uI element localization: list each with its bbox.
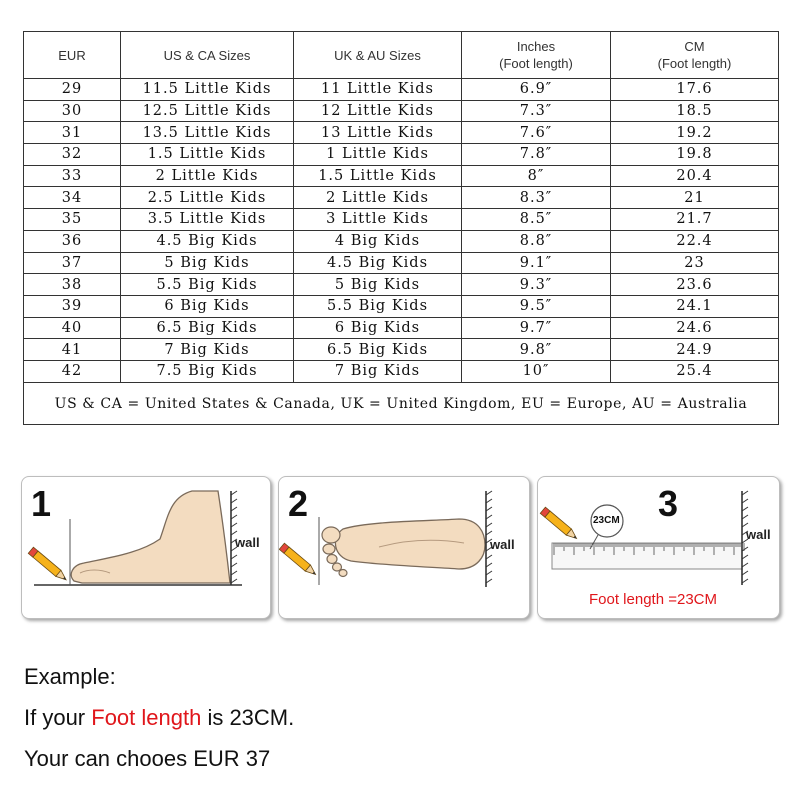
example-line-1-prefix: If your [24, 705, 92, 730]
cell-inches: 7.6″ [462, 122, 611, 143]
cell-inches: 8″ [462, 166, 611, 187]
cell-uk-au: 5.5 Big Kids [294, 296, 462, 317]
measure-step-2-panel [278, 476, 530, 619]
step-2-number: 2 [288, 483, 309, 524]
header-uk-au-label: UK & AU Sizes [334, 47, 421, 63]
table-row [24, 122, 778, 144]
cell-inches: 9.7″ [462, 318, 611, 339]
cell-uk-au: 6.5 Big Kids [294, 339, 462, 360]
cell-inches: 9.5″ [462, 296, 611, 317]
cell-us-ca: 6 Big Kids [121, 296, 294, 317]
cell-inches: 7.8″ [462, 144, 611, 165]
step-1-number: 1 [31, 483, 52, 524]
cell-cm: 19.2 [676, 124, 713, 141]
cell-us-ca: 2.5 Little Kids [121, 187, 294, 208]
cell-eur: 29 [24, 79, 121, 100]
example-line-1 [24, 705, 294, 731]
cell-inches: 9.3″ [462, 274, 611, 295]
table-row [24, 79, 778, 101]
cell-cm: 19.8 [676, 146, 713, 163]
table-row [24, 361, 778, 383]
foot-length-label: Foot length =23CM [589, 591, 717, 608]
cell-inches: 9.8″ [462, 339, 611, 360]
table-row [24, 253, 778, 275]
table-row [24, 296, 778, 318]
cell-eur: 35 [24, 209, 121, 230]
table-row [24, 231, 778, 253]
cell-inches: 7.3″ [462, 101, 611, 122]
cell-inches: 9.1″ [462, 253, 611, 274]
cell-inches: 8.8″ [462, 231, 611, 252]
table-body [24, 79, 778, 383]
cell-inches: 8.5″ [462, 209, 611, 230]
wall-label-1: wall [235, 535, 260, 550]
cell-uk-au: 4 Big Kids [294, 231, 462, 252]
cell-uk-au: 1.5 Little Kids [294, 166, 462, 187]
example-line-1-suffix: is 23CM. [201, 705, 295, 730]
cell-uk-au: 2 Little Kids [294, 187, 462, 208]
cell-uk-au: 13 Little Kids [294, 122, 462, 143]
cell-uk-au: 7 Big Kids [294, 361, 462, 382]
table-row [24, 209, 778, 231]
cell-us-ca: 3.5 Little Kids [121, 209, 294, 230]
cell-uk-au: 1 Little Kids [294, 144, 462, 165]
cell-cm: 22.4 [676, 233, 713, 250]
cell-eur: 31 [24, 122, 121, 143]
cell-cm: 24.9 [676, 341, 713, 358]
cell-eur: 39 [24, 296, 121, 317]
header-eur-label: EUR [58, 47, 86, 63]
cell-us-ca: 1.5 Little Kids [121, 144, 294, 165]
example-line-2: Your can chooes EUR 37 [24, 746, 271, 771]
example-line-1-highlight: Foot length [91, 705, 202, 730]
measure-step-3-panel [537, 476, 780, 619]
cell-us-ca: 4.5 Big Kids [121, 231, 294, 252]
header-us-ca-label: US & CA Sizes [163, 47, 251, 63]
measure-step-1-panel [21, 476, 271, 619]
cell-us-ca: 11.5 Little Kids [121, 79, 294, 100]
table-header-row [24, 32, 778, 79]
cell-us-ca: 5.5 Big Kids [121, 274, 294, 295]
cell-eur: 41 [24, 339, 121, 360]
table-row [24, 187, 778, 209]
cell-us-ca: 2 Little Kids [121, 166, 294, 187]
cell-cm: 21.7 [676, 211, 713, 228]
cell-cm: 24.1 [676, 298, 713, 315]
cell-uk-au: 4.5 Big Kids [294, 253, 462, 274]
cell-us-ca: 7.5 Big Kids [121, 361, 294, 382]
header-inches [462, 32, 611, 78]
cell-inches: 8.3″ [462, 187, 611, 208]
cell-cm: 23 [684, 254, 705, 271]
table-footnote [24, 383, 778, 425]
step-3-number: 3 [658, 483, 679, 524]
footnote-text: US & CA = United States & Canada, UK = United Kingdom, EU = Europe, AU = Australia [54, 395, 748, 412]
cell-us-ca: 7 Big Kids [121, 339, 294, 360]
size-chart-table [23, 31, 779, 425]
table-row [24, 166, 778, 188]
cell-inches: 6.9″ [462, 79, 611, 100]
cell-eur: 38 [24, 274, 121, 295]
cell-cm: 18.5 [676, 103, 713, 120]
cell-cm: 24.6 [676, 319, 713, 336]
cell-eur: 34 [24, 187, 121, 208]
table-row [24, 274, 778, 296]
cell-eur: 30 [24, 101, 121, 122]
cell-eur: 42 [24, 361, 121, 382]
cell-uk-au: 3 Little Kids [294, 209, 462, 230]
table-row [24, 144, 778, 166]
cell-eur: 32 [24, 144, 121, 165]
cell-eur: 33 [24, 166, 121, 187]
cell-eur: 37 [24, 253, 121, 274]
cell-uk-au: 6 Big Kids [294, 318, 462, 339]
cell-us-ca: 6.5 Big Kids [121, 318, 294, 339]
wall-label-2: wall [490, 537, 515, 552]
header-us-ca [121, 32, 294, 78]
cell-uk-au: 5 Big Kids [294, 274, 462, 295]
cell-us-ca: 13.5 Little Kids [121, 122, 294, 143]
header-inches-label: Inches (Foot length) [499, 39, 573, 71]
cell-uk-au: 12 Little Kids [294, 101, 462, 122]
cell-eur: 40 [24, 318, 121, 339]
table-row [24, 339, 778, 361]
example-heading: Example: [24, 664, 116, 689]
table-row [24, 101, 778, 123]
cell-cm: 23.6 [676, 276, 713, 293]
cell-cm: 20.4 [676, 168, 713, 185]
cell-inches: 10″ [462, 361, 611, 382]
cell-eur: 36 [24, 231, 121, 252]
header-cm [611, 32, 778, 78]
cell-uk-au: 11 Little Kids [294, 79, 462, 100]
cell-us-ca: 12.5 Little Kids [121, 101, 294, 122]
cell-cm: 21 [684, 189, 705, 206]
table-row [24, 318, 778, 340]
measurement-bubble-label: 23CM [593, 515, 620, 526]
header-cm-label: CM (Foot length) [657, 39, 732, 71]
cell-cm: 25.4 [676, 363, 713, 380]
header-eur [24, 32, 121, 78]
cell-us-ca: 5 Big Kids [121, 253, 294, 274]
header-uk-au [294, 32, 462, 78]
wall-label-3: wall [746, 527, 771, 542]
cell-cm: 17.6 [676, 81, 713, 98]
